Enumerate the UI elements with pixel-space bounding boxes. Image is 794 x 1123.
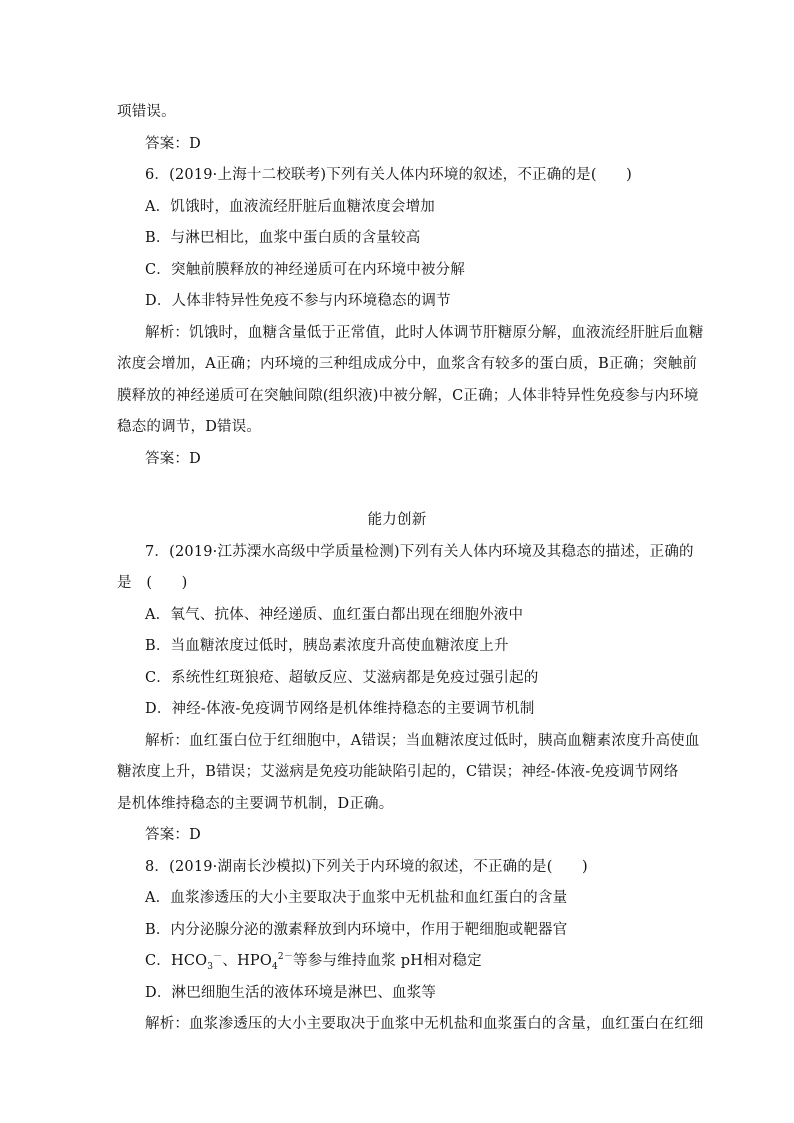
analysis-line: 糖浓度上升，B错误；艾滋病是免疫功能缺陷引起的，C错误；神经-体液-免疫调节网络 xyxy=(117,764,679,780)
option-c-mid: 、HPO xyxy=(222,953,272,969)
question-7-option-a: A．氧气、抗体、神经递质、血红蛋白都出现在细胞外液中 xyxy=(145,607,524,623)
option-c-prefix: C．HCO xyxy=(145,953,208,969)
question-8-option-a: A．血浆渗透压的大小主要取决于血浆中无机盐和血红蛋白的含量 xyxy=(145,890,568,906)
subscript: 4 xyxy=(271,961,278,972)
question-6-option-d: D．人体非特异性免疫不参与内环境稳态的调节 xyxy=(145,293,451,309)
question-6-option-a: A．饥饿时，血液流经肝脏后血糖浓度会增加 xyxy=(145,199,435,215)
question-8-option-b: B．内分泌腺分泌的激素释放到内环境中，作用于靶细胞或靶器官 xyxy=(145,922,568,938)
question-7-option-d: D．神经-体液-免疫调节网络是机体维持稳态的主要调节机制 xyxy=(145,701,535,717)
analysis-line: 解析：饥饿时，血糖含量低于正常值，此时人体调节肝糖原分解，血液流经肝脏后血糖 xyxy=(145,325,704,341)
section-heading: 能力创新 xyxy=(367,512,427,528)
analysis-line: 解析：血浆渗透压的大小主要取决于血浆中无机盐和血浆蛋白的含量，血红蛋白在红细 xyxy=(145,1016,704,1032)
question-8-option-d: D．淋巴细胞生活的液体环境是淋巴、血浆等 xyxy=(145,985,437,1001)
superscript: － xyxy=(213,952,223,963)
question-8-stem: 8．(2019·湖南长沙模拟)下列关于内环境的叙述，不正确的是( ) xyxy=(145,859,588,875)
question-6-option-b: B．与淋巴相比，血浆中蛋白质的含量较高 xyxy=(145,230,421,246)
analysis-line: 浓度会增加，A正确；内环境的三种组成成分中，血浆含有较多的蛋白质，B正确；突触前 xyxy=(117,356,698,372)
answer-line: 答案：D xyxy=(145,136,201,152)
analysis-line: 稳态的调节，D错误。 xyxy=(117,419,262,435)
analysis-line: 膜释放的神经递质可在突触间隙(组织液)中被分解，C正确；人体非特异性免疫参与内环境 xyxy=(117,388,699,404)
superscript: 2－ xyxy=(277,952,294,963)
question-7-option-b: B．当血糖浓度过低时，胰岛素浓度升高使血糖浓度上升 xyxy=(145,638,509,654)
question-7-option-c: C．系统性红斑狼疮、超敏反应、艾滋病都是免疫过强引起的 xyxy=(145,670,539,686)
answer-line: 答案：D xyxy=(145,451,201,467)
answer-line: 答案：D xyxy=(145,827,201,843)
question-6-stem: 6．(2019·上海十二校联考)下列有关人体内环境的叙述，不正确的是( ) xyxy=(145,167,632,183)
subscript: 3 xyxy=(207,961,214,972)
text-line: 项错误。 xyxy=(117,104,176,120)
question-7-stem: 7．(2019·江苏溧水高级中学质量检测)下列有关人体内环境及其稳态的描述，正确的 xyxy=(145,544,694,560)
question-8-option-c xyxy=(145,951,482,971)
analysis-line: 解析：血红蛋白位于红细胞中，A错误；当血糖浓度过低时，胰高血糖素浓度升高使血 xyxy=(145,733,700,749)
option-c-suffix: 等参与维持血浆 pH相对稳定 xyxy=(293,953,482,969)
question-7-stem-cont: 是 ( ) xyxy=(117,575,188,591)
analysis-line: 是机体维持稳态的主要调节机制，D正确。 xyxy=(117,796,394,812)
question-6-option-c: C．突触前膜释放的神经递质可在内环境中被分解 xyxy=(145,262,465,278)
